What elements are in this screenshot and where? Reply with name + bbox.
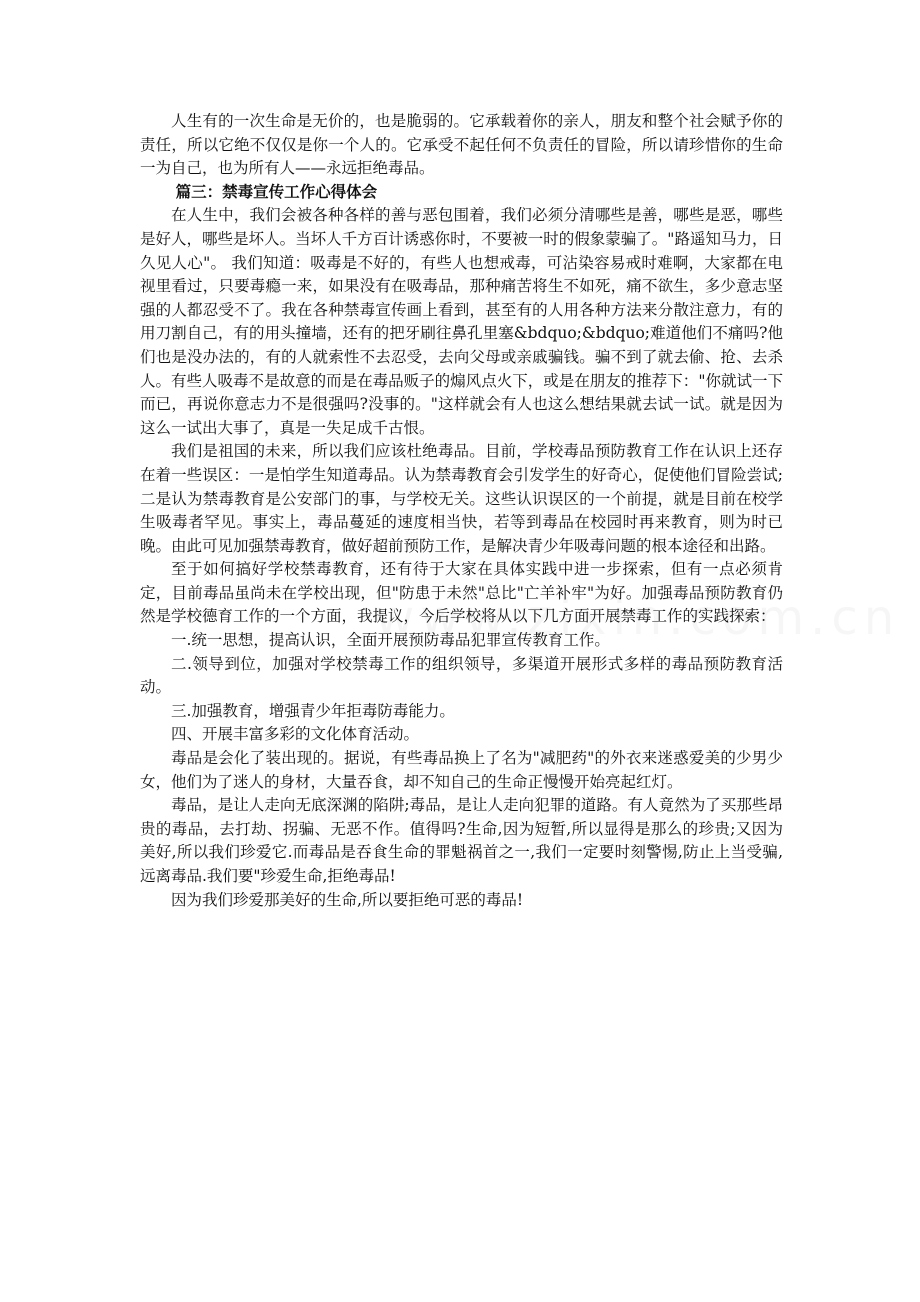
list-item: 二.领导到位，加强对学校禁毒工作的组织领导，多渠道开展形式多样的毒品预防教育活动。	[140, 654, 783, 697]
paragraph-body: 在人生中，我们会被各种各样的善与恶包围着，我们必须分清哪些是善，哪些是恶，哪些是好人，哪些是坏人。当坏人千方百计诱惑你时，不要被一时的假象蒙骗了。"路遥知马力，日久见人心"。 我们知道：吸毒是不好的，有些人也想戒毒，可沾染容易戒时难啊，大家都在电视里看过，只要毒瘾一来，如果没有在吸毒品，那种痛苦将生不如死，痛不欲生，多少意志坚强的人都忍受不了。我在各种禁毒宣传画上看到，甚至有的人用各种方法来分散注意力，有的用刀割自己，有的用头撞墙，还有的把牙刷往鼻孔里塞&bdquo;&bdquo;难道他们不痛吗?他们也是没办法的，有的人就索性不去忍受，去向父母或亲戚骗钱。骗不到了就去偷、抢、去杀人。有些人吸毒不是故意的而是在毒品贩子的煽风点火下，或是在朋友的推荐下："你就试一下而已，再说你意志力不是很强吗?没事的。"这样就会有人也这么想结果就去试一试。就是因为这么一试出大事了，真是一失足成千古恨。	[140, 206, 783, 437]
section-heading: 篇三：禁毒宣传工作心得体会	[175, 182, 378, 201]
list-item: 三.加强教育，增强青少年拒毒防毒能力。	[171, 701, 455, 720]
paragraph-intro: 人生有的一次生命是无价的，也是脆弱的。它承载着你的亲人，朋友和整个社会赋予你的责任，所以它绝不仅仅是你一个人的。它承受不起任何不负责任的冒险，所以请珍惜你的生命一为自己，也为所有人——永远拒绝毒品。	[140, 112, 783, 178]
document-page	[140, 110, 783, 912]
paragraph-body: 毒品，是让人走向无底深渊的陷阱;毒品，是让人走向犯罪的道路。有人竟然为了买那些昂贵的毒品，去打劫、拐骗、无恶不作。值得吗?生命,因为短暂,所以显得是那么的珍贵;又因为美好,所以我们珍爱它.而毒品是吞食生命的罪魁祸首之一,我们一定要时刻警惕,防止上当受骗,远离毒品.我们要"珍爱生命,拒绝毒品!	[140, 796, 783, 885]
paragraph-body: 毒品是会化了装出现的。据说，有些毒品换上了名为"减肥药"的外衣来迷惑爱美的少男少女，他们为了迷人的身材，大量吞食，却不知自己的生命正慢慢开始亮起红灯。	[140, 749, 783, 791]
list-item: 四、开展丰富多彩的文化体育活动。	[171, 725, 420, 744]
paragraph-body: 我们是祖国的未来，所以我们应该杜绝毒品。目前，学校毒品预防教育工作在认识上还存在着一些误区：一是怕学生知道毒品。认为禁毒教育会引发学生的好奇心，促使他们冒险尝试;二是认为禁毒教育是公安部门的事，与学校无关。这些认识误区的一个前提，就是目前在校学生吸毒者罕见。事实上，毒品蔓延的速度相当快，若等到毒品在校园时再来教育，则为时已晚。由此可见加强禁毒教育，做好超前预防工作，是解决青少年吸毒问题的根本途径和出路。	[140, 442, 783, 555]
list-item: 一.统一思想，提高认识，全面开展预防毒品犯罪宣传教育工作。	[171, 631, 610, 650]
paragraph-body: 至于如何搞好学校禁毒教育，还有待于大家在具体实践中进一步探索，但有一点必须肯定，目前毒品虽尚未在学校出现，但"防患于未然"总比"亡羊补牢"为好。加强毒品预防教育仍然是学校德育工作的一个方面，我提议，今后学校将从以下几方面开展禁毒工作的实践探索：	[140, 560, 783, 626]
paragraph-closing: 因为我们珍爱那美好的生命,所以要拒绝可恶的毒品!	[171, 890, 524, 909]
